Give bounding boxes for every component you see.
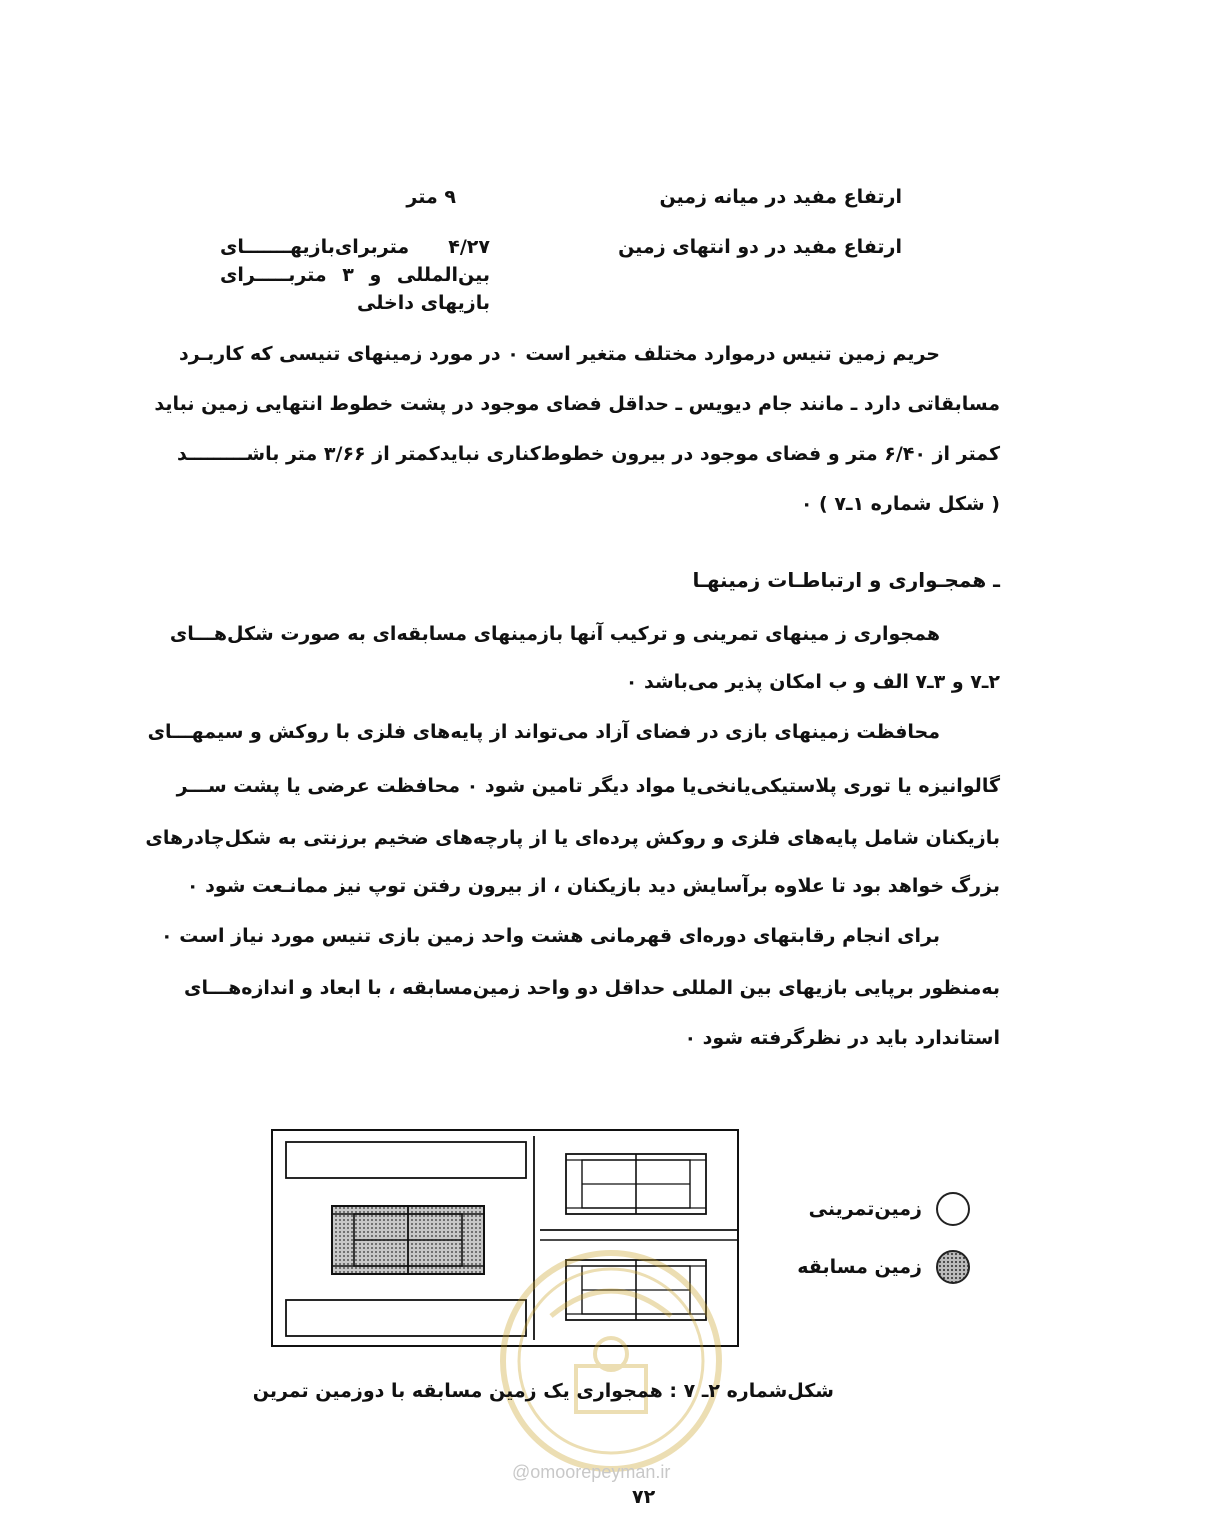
paragraph-line: حریم زمین تنیس درموارد مختلف متغیر است ۰ در مورد زمینهای تنیسی که کاربـرد [179, 343, 940, 365]
spec-label-ends: ارتفاع مفید در دو انتهای زمین [618, 236, 902, 258]
paragraph-line: بزرگ خواهد بود تا علاوه برآسایش دید بازیکنان ، از بیرون رفتن توپ نیز ممانـعت شود ۰ [186, 875, 1000, 897]
paragraph-line: همجواری ز مینهای تمرینی و ترکیب آنها بازمینهای مسابقه‌ای به صورت شکل‌هـــای [169, 623, 940, 645]
legend-training-label: زمین‌تمرینی [808, 1198, 922, 1220]
empty-circle-icon [936, 1192, 970, 1226]
watermark-text: @omoorepeyman.ir [512, 1462, 671, 1482]
page-number: ۷۲ [632, 1486, 656, 1508]
section-heading: ـ همجـواری و ارتباطـات زمینهـا [692, 568, 1000, 592]
spec-label-middle: ارتفاع مفید در میانه زمین [659, 186, 902, 208]
paragraph-line: استاندارد باید در نظرگرفته شود ۰ [684, 1027, 1000, 1049]
paragraph-line: مسابقاتی دارد ـ مانند جام دیویس ـ حداقل فضای موجود در پشت خطوط انتهایی زمین نباید [154, 393, 1000, 415]
legend-competition [797, 1250, 970, 1284]
spec-value-ends-2: بین‌المللی و ۳ متربـــــرای [220, 264, 490, 286]
left-top-strip [286, 1142, 526, 1178]
paragraph-line: بازیکنان شامل پایه‌های فلزی و روکش پرده‌ای یا از پارچه‌های ضخیم برزنتی به شکل‌چادرهای [145, 827, 1000, 849]
spec-value-ends-3: بازیهای داخلی [357, 292, 490, 314]
paragraph-line: ( شکل شماره ۱ـ۷ ) ۰ [800, 493, 1000, 515]
paragraph-line: گالوانیزه یا توری پلاستیکی‌یانخی‌یا مواد دیگر تامین شود ۰ محافظت عرضی یا پشت ســـر [176, 775, 1000, 797]
paragraph-line: به‌منظور برپایی بازیهای بین المللی حداقل دو واحد زمین‌مسابقه ، با ابعاد و اندازه‌هـــای [184, 977, 1000, 999]
paragraph-line: برای انجام رقابتهای دوره‌ای قهرمانی هشت واحد زمین بازی تنیس مورد نیاز است ۰ [160, 925, 940, 947]
paragraph-line: کمتر از ۶/۴۰ متر و فضای موجود در بیرون خطوط‌کناری نبایدکمتر از ۳/۶۶ متر باشـــــــــد [176, 443, 1000, 465]
watermark-seal-icon [496, 1246, 726, 1476]
training-court-top [566, 1154, 706, 1214]
left-bottom-strip [286, 1300, 526, 1336]
hatched-circle-icon [936, 1250, 970, 1284]
spec-value-middle: ۹ متر [406, 186, 456, 208]
legend-competition-label: زمین مسابقه [797, 1256, 922, 1278]
paragraph-line: ۲ـ۷ و ۳ـ۷ الف و ب امکان پذیر می‌باشد ۰ [625, 671, 1000, 693]
competition-court [332, 1206, 484, 1274]
figure-caption: شکل‌شماره ۲ـ ۷ : همجواری یک زمین مسابقه با دو‌زمین تمرین [252, 1380, 834, 1402]
spec-value-ends-1: ۴/۲۷ متربرای‌بازیهـــــــای [220, 236, 490, 258]
paragraph-line: محافظت زمینهای بازی در فضای آزاد می‌تواند از پایه‌های فلزی با روکش و سیمهـــای [147, 721, 940, 743]
legend-training [809, 1192, 970, 1226]
